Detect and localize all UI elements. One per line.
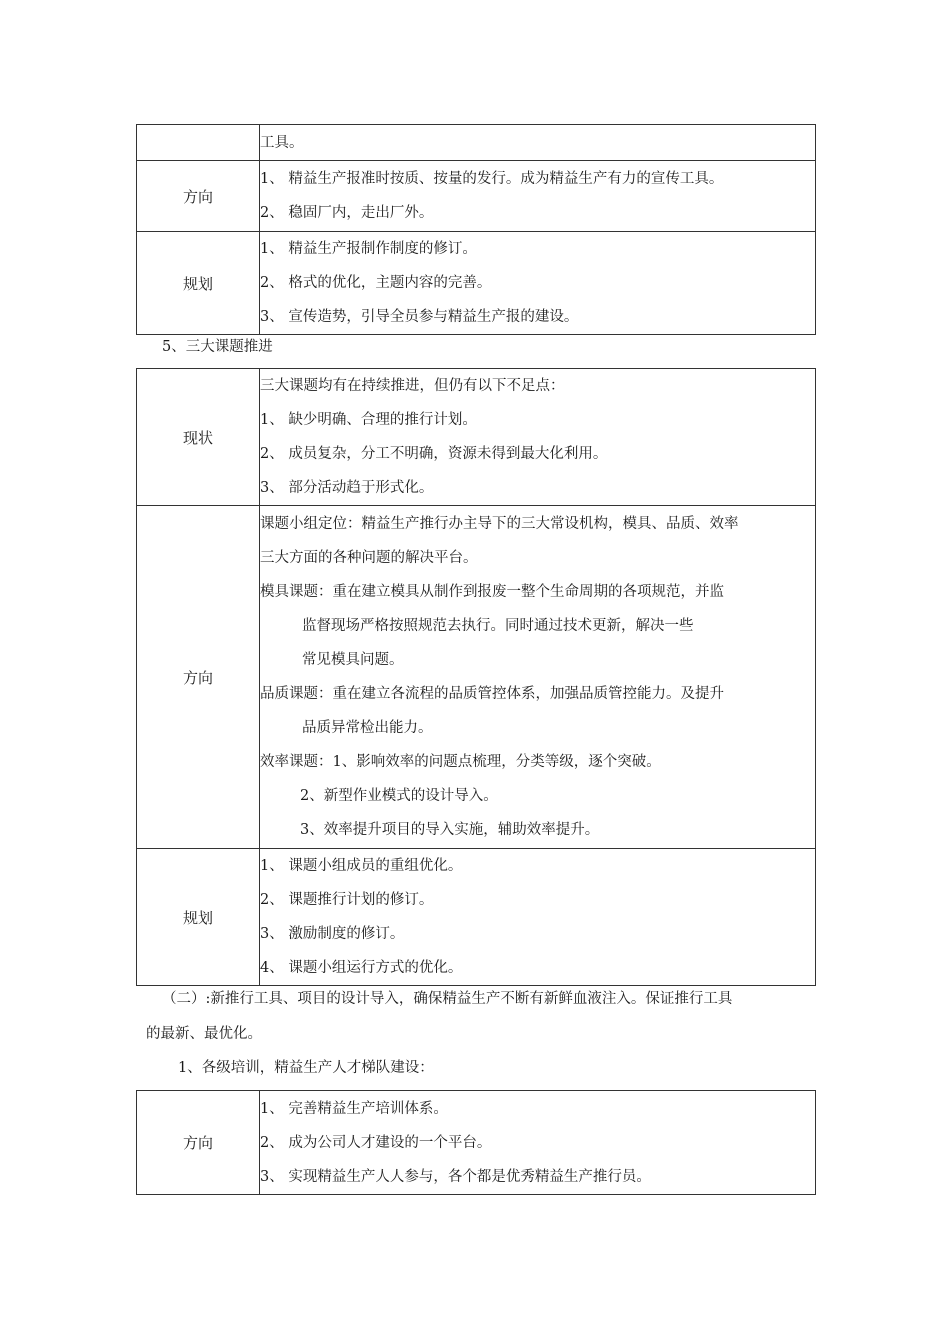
row-content [260,161,816,232]
content-line: 品质异常检出能力。 [302,720,433,736]
content-line: 2、 成为公司人才建设的一个平台。 [260,1134,492,1151]
row-label-direction: 方向 [137,506,260,849]
content-line: 3、效率提升项目的导入实施，辅助效率提升。 [300,822,600,838]
content-line: 1、 课题小组成员的重组优化。 [260,858,463,874]
training-table [136,1090,816,1195]
content-line: 监督现场严格按照规范去执行。同时通过技术更新，解决一些 [302,618,694,634]
paragraph-line: （二）:新推行工具、项目的设计导入，确保精益生产不断有新鲜血液注入。保证推行工具 [162,991,733,1007]
row-content [260,849,816,986]
content-line: 效率课题：1、影响效率的问题点梳理，分类等级，逐个突破。 [260,754,661,770]
paragraph-line: 的最新、最优化。 [146,1026,262,1042]
content-line: 1、 精益生产报制作制度的修订。 [260,241,477,257]
row-label [137,125,260,161]
content-line: 2、 稳固厂内，走出厂外。 [260,205,434,221]
content-line: 3、 激励制度的修订。 [260,926,405,942]
content-line: 模具课题：重在建立模具从制作到报废一整个生命周期的各项规范，并监 [260,584,724,600]
table-row [137,125,816,161]
content-line: 常见模具问题。 [302,652,404,668]
content-line: 4、 课题小组运行方式的优化。 [260,960,463,976]
content-line: 2、 课题推行计划的修订。 [260,892,434,908]
content-line: 3、 部分活动趋于形式化。 [260,480,434,496]
content-line: 1、 完善精益生产培训体系。 [260,1100,448,1117]
content-line: 2、 格式的优化，主题内容的完善。 [260,275,492,291]
row-content [260,1091,816,1195]
topics-table [136,368,816,986]
table-row [137,506,816,849]
row-content [260,506,816,849]
content-line: 三大课题均有在持续推进，但仍有以下不足点： [260,378,565,394]
row-label-direction: 方向 [137,1091,260,1195]
row-content [260,232,816,335]
content-line: 3、 宣传造势，引导全员参与精益生产报的建设。 [260,309,579,325]
content-line: 品质课题：重在建立各流程的品质管控体系，加强品质管控能力。及提升 [260,686,724,702]
content-line: 三大方面的各种问题的解决平台。 [260,550,478,566]
row-label-plan: 规划 [137,232,260,335]
content-line: 3、 实现精益生产人人参与，各个都是优秀精益生产推行员。 [260,1168,651,1185]
content-line: 工具。 [260,134,304,151]
section-heading-1: 1、各级培训，精益生产人才梯队建设： [178,1060,434,1076]
content-line: 2、 成员复杂，分工不明确，资源未得到最大化利用。 [260,446,608,462]
table-row [137,161,816,232]
content-line: 2、新型作业模式的设计导入。 [300,788,498,804]
section-heading-5: 5、三大课题推进 [162,339,273,355]
row-content [260,125,816,161]
table-row [137,232,816,335]
row-content [260,369,816,506]
table-row [137,849,816,986]
content-line: 1、 精益生产报准时按质、按量的发行。成为精益生产有力的宣传工具。 [260,171,724,187]
row-label-plan: 规划 [137,849,260,986]
table-row [137,369,816,506]
content-line: 1、 缺少明确、合理的推行计划。 [260,412,477,428]
table-row [137,1091,816,1195]
row-label-status: 现状 [137,369,260,506]
newsletter-table [136,124,816,335]
content-line: 课题小组定位：精益生产推行办主导下的三大常设机构，模具、品质、效率 [260,516,739,532]
row-label-direction: 方向 [137,161,260,232]
